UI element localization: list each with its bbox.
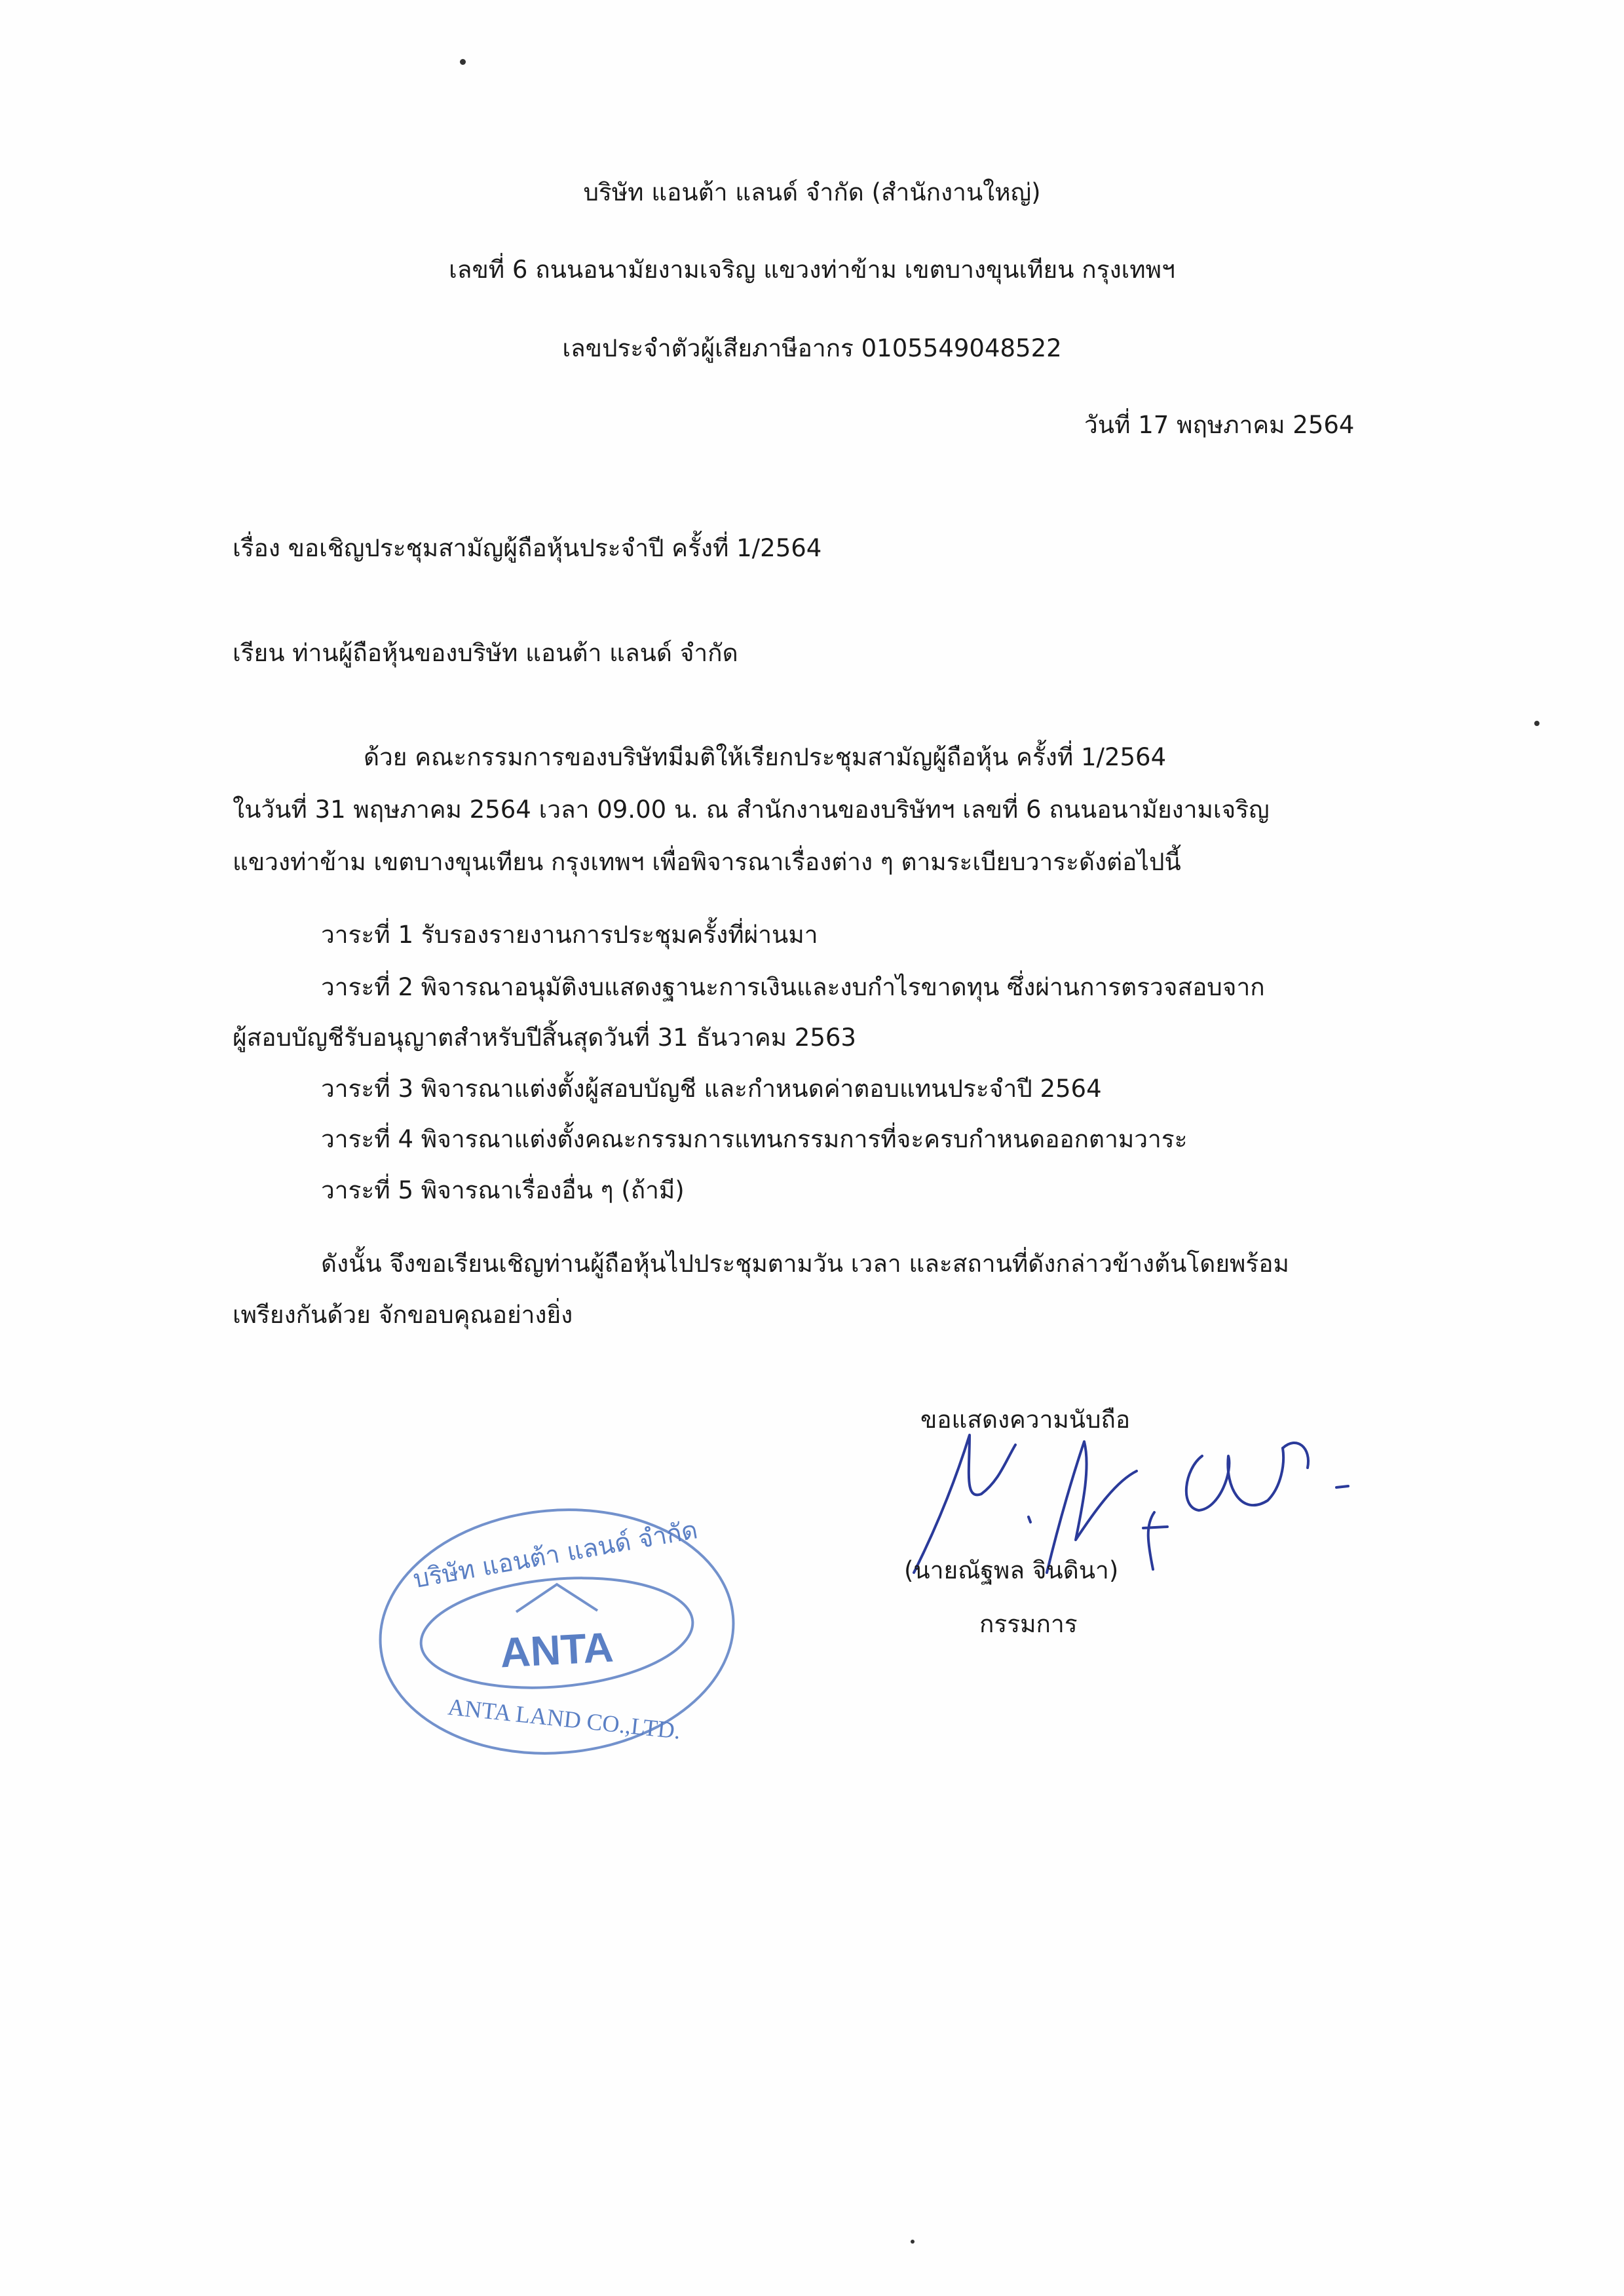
intro-line: ด้วย คณะกรรมการของบริษัทมีมติให้เรียกประชุมสามัญผู้ถือหุ้น ครั้งที่ 1/2564	[364, 743, 1167, 771]
tax-id: เลขประจำตัวผู้เสียภาษีอากร 0105549048522	[562, 334, 1062, 362]
company-address: เลขที่ 6 ถนนอนามัยงามเจริญ แขวงท่าข้าม เขตบางขุนเทียน กรุงเทพฯ	[449, 256, 1175, 284]
closing-line: ดังนั้น จึงขอเรียนเชิญท่านผู้ถือหุ้นไปประชุมตามวัน เวลา และสถานที่ดังกล่าวข้างต้นโดยพร้อม	[321, 1250, 1289, 1278]
house-roof-icon	[516, 1584, 597, 1612]
scan-speck	[460, 59, 466, 65]
regards-text: ขอแสดงความนับถือ	[920, 1406, 1131, 1434]
agenda-item-3: วาระที่ 3 พิจารณาแต่งตั้งผู้สอบบัญชี และกำหนดค่าตอบแทนประจำปี 2564	[321, 1075, 1102, 1103]
agenda-item-5: วาระที่ 5 พิจารณาเรื่องอื่น ๆ (ถ้ามี)	[321, 1176, 685, 1204]
company-name: บริษัท แอนต้า แลนด์ จำกัด (สำนักงานใหญ่)	[583, 178, 1041, 206]
intro-line: ในวันที่ 31 พฤษภาคม 2564 เวลา 09.00 น. ณ สำนักงานของบริษัทฯ เลขที่ 6 ถนนอนามัยงามเจริญ	[233, 795, 1270, 824]
stamp-logo: ANTA	[499, 1623, 615, 1677]
scan-speck	[911, 2240, 915, 2244]
agenda-item-2-cont: ผู้สอบบัญชีรับอนุญาตสำหรับปีสิ้นสุดวันที่ 31 ธันวาคม 2563	[233, 1024, 856, 1052]
subject-line: เรื่อง ขอเชิญประชุมสามัญผู้ถือหุ้นประจำปี ครั้งที่ 1/2564	[233, 534, 822, 562]
company-stamp	[367, 1494, 747, 1769]
intro-line: แขวงท่าข้าม เขตบางขุนเทียน กรุงเทพฯ เพื่อพิจารณาเรื่องต่าง ๆ ตามระเบียบวาระดังต่อไปนี้	[233, 848, 1181, 876]
signer-name: (นายณัฐพล จินดินา)	[904, 1556, 1119, 1584]
signer-title: กรรมการ	[979, 1610, 1078, 1638]
agenda-item-4: วาระที่ 4 พิจารณาแต่งตั้งคณะกรรมการแทนกรรมการที่จะครบกำหนดออกตามวาระ	[321, 1125, 1188, 1153]
stamp-bottom-text: ANTA LAND CO.,LTD.	[446, 1693, 682, 1744]
letter-date: วันที่ 17 พฤษภาคม 2564	[1084, 411, 1355, 439]
scan-speck	[1534, 721, 1539, 726]
stamp-top-text: บริษัท แอนต้า แลนด์ จำกัด	[411, 1515, 700, 1594]
recipient-line: เรียน ท่านผู้ถือหุ้นของบริษัท แอนต้า แลนด์ จำกัด	[233, 639, 738, 667]
agenda-item-2: วาระที่ 2 พิจารณาอนุมัติงบแสดงฐานะการเงินและงบกำไรขาดทุน ซึ่งผ่านการตรวจสอบจาก	[321, 973, 1265, 1001]
closing-line: เพรียงกันด้วย จักขอบคุณอย่างยิ่ง	[233, 1301, 573, 1329]
agenda-item-1: วาระที่ 1 รับรองรายงานการประชุมครั้งที่ผ่านมา	[321, 921, 818, 949]
